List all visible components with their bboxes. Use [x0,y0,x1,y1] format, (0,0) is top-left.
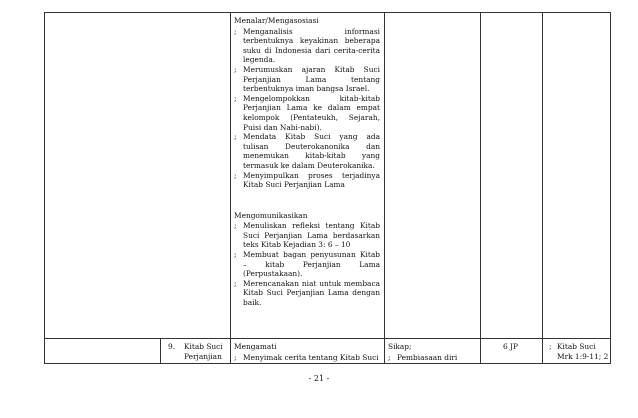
learning-activities-cell [231,13,385,339]
empty-cell [481,13,543,339]
table-row [45,339,611,364]
list-item: ; Mendata Kitab Suci yang ada tulisan Deuterokanonika dan menemukan kitab-kitab yang termasuk ke dalam Deuterokanika. [234,132,380,170]
list-item: ; Kitab Suci [549,342,610,352]
menalar-list [234,27,380,190]
list-item: ; Menganalisis informasi terbentuknya keyakinan beberapa suku di Indonesia dari cerita-cerita legenda. [234,27,380,65]
list-item: ; Pembiasaan diri [388,353,476,363]
topic-number: 9. [168,342,176,351]
syllabus-table [44,12,611,364]
assessment-cell [385,339,481,364]
empty-cell [543,13,611,339]
topic-cell [161,339,231,364]
list-item: ; Menyimpulkan proses terjadinya Kitab Suci Perjanjian Lama [234,171,380,190]
sources-cell [543,339,611,364]
page-number: - 21 - [308,374,330,383]
list-item: ; Menyimak cerita tentang Kitab Suci [234,353,380,363]
mengomunikasikan-heading: Mengomunikasikan [234,210,308,220]
list-item: ; Mengelompokkan kitab-kitab Perjanjian Lama ke dalam empat kelompok (Pentateukh, Sejarah, Puisi dan Nabi-nabi). [234,94,380,132]
mengomunikasikan-list [234,221,380,307]
list-item: ; Menuliskan refleksi tentang Kitab Suci Perjanjian Lama berdasarkan teks Kitab Kejadian 3: 6 – 10 [234,221,380,250]
mengamati-heading: Mengamati [234,342,277,351]
list-item: ; Merencanakan niat untuk membaca Kitab Suci Perjanjian Lama dengan baik. [234,279,380,308]
empty-cell [45,13,231,339]
empty-cell [385,13,481,339]
list-item: ; Membuat bagan penyusunan Kitab – kitab Perjanjian Lama (Perpustakaan). [234,250,380,279]
topic-title-line: Perjanjian [184,351,222,361]
learning-activities-cell [231,339,385,364]
empty-cell [45,339,161,364]
sikap-heading: Sikap; [388,342,412,351]
time-allocation: 6 JP [503,342,518,351]
topic-title-line: Kitab Suci [184,342,223,351]
list-item: ; Merumuskan ajaran Kitab Suci Perjanjian Lama tentang terbentuknya iman bangsa Israel. [234,65,380,94]
table-row [45,13,611,339]
source-line: Mrk 1:9-11; 2 [557,351,609,361]
time-allocation-cell [481,339,543,364]
menalar-heading: Menalar/Mengasosiasi [234,16,319,25]
